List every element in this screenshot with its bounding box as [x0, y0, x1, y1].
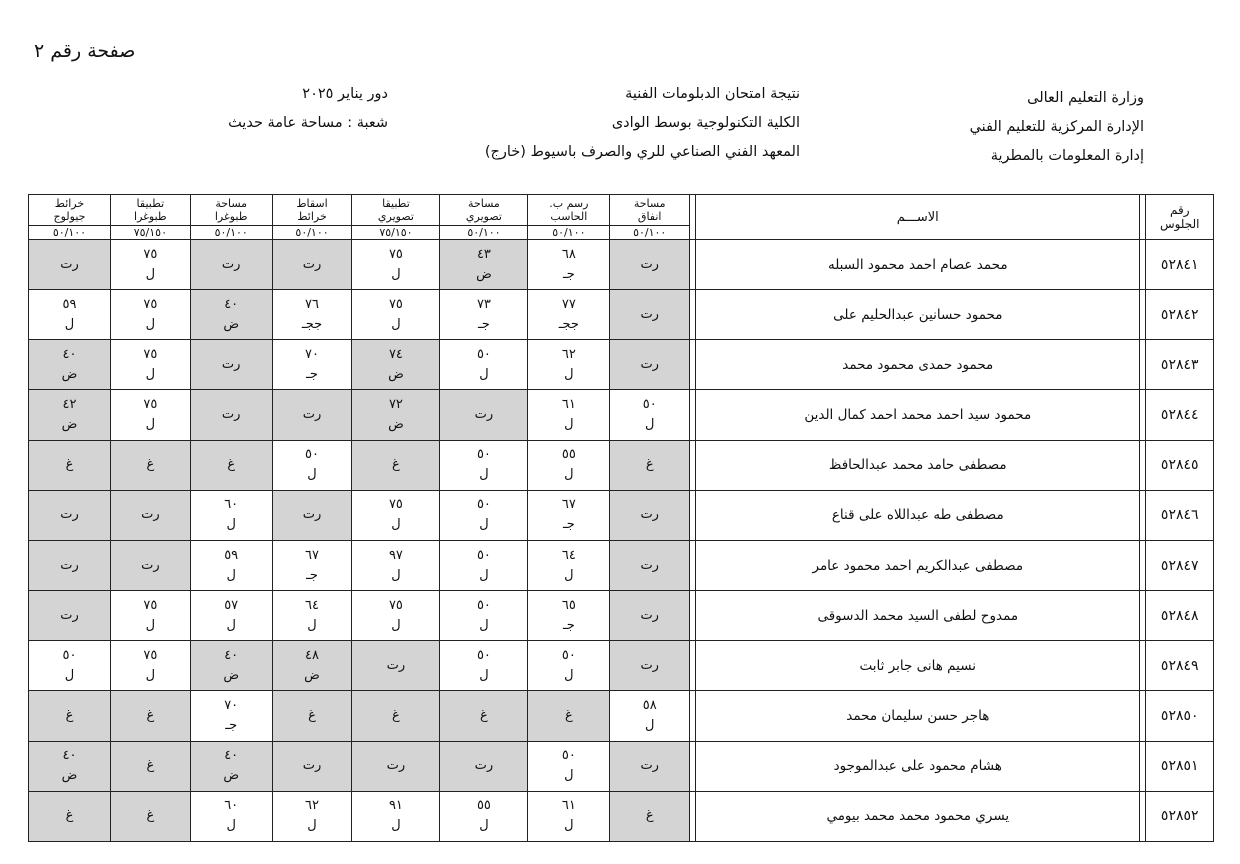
- grade-cell: ٧٥ ل: [352, 290, 440, 340]
- page-number: صفحة رقم ٢: [34, 40, 136, 62]
- grade-cell: رت: [272, 741, 352, 791]
- subject-max-marks: ٥٠/١٠٠: [610, 226, 690, 240]
- grade-cell: ٤٠ ض: [190, 290, 272, 340]
- grade-cell: غ: [110, 691, 190, 741]
- grade-cell: ٧٦ ججـ: [272, 290, 352, 340]
- subject-header: مساحة انفاق: [610, 195, 690, 226]
- student-row: [29, 741, 1214, 791]
- column-gap: [690, 691, 696, 741]
- grade-cell: غ: [110, 440, 190, 490]
- seat-number: ٥٢٨٥٠: [1146, 691, 1214, 741]
- central-admin-line: الإدارة المركزية للتعليم الفني: [969, 119, 1144, 135]
- grade-cell: ٤٠ ض: [29, 741, 111, 791]
- grade-cell: غ: [110, 791, 190, 841]
- subject-max-marks: ٧٥/١٥٠: [110, 226, 190, 240]
- subject-max-marks: ٥٠/١٠٠: [528, 226, 610, 240]
- subject-header: رسم ب. الحاسب: [528, 195, 610, 226]
- student-row: [29, 490, 1214, 540]
- column-gap: [1140, 641, 1146, 691]
- results-table: [28, 194, 1214, 842]
- grade-cell: غ: [440, 691, 528, 741]
- student-name: محمود سيد احمد محمد احمد كمال الدين: [696, 390, 1140, 440]
- grade-cell: رت: [610, 240, 690, 290]
- subject-max-marks: ٥٠/١٠٠: [272, 226, 352, 240]
- student-row: [29, 591, 1214, 641]
- seat-number: ٥٢٨٥٢: [1146, 791, 1214, 841]
- seat-number: ٥٢٨٤٢: [1146, 290, 1214, 340]
- column-gap: [690, 741, 696, 791]
- seat-number: ٥٢٨٤٩: [1146, 641, 1214, 691]
- grade-cell: ٧٥ ل: [352, 240, 440, 290]
- exam-session: دور يناير ٢٠٢٥: [302, 86, 388, 102]
- grade-cell: ٥٠ ل: [440, 340, 528, 390]
- grade-cell: رت: [610, 540, 690, 590]
- column-gap: [690, 490, 696, 540]
- grade-cell: ٦٤ ل: [272, 591, 352, 641]
- grade-cell: ٧٥ ل: [110, 290, 190, 340]
- grade-cell: ٦٨ جـ: [528, 240, 610, 290]
- student-row: [29, 540, 1214, 590]
- student-name: محمد عصام احمد محمود السبله: [696, 240, 1140, 290]
- grade-cell: غ: [190, 440, 272, 490]
- grade-cell: ٥٠ ل: [440, 591, 528, 641]
- subject-header: خرائط جيولوج: [29, 195, 111, 226]
- grade-cell: غ: [110, 741, 190, 791]
- seat-number: ٥٢٨٤١: [1146, 240, 1214, 290]
- name-header: الاســـم: [696, 195, 1140, 240]
- grade-cell: ٧٥ ل: [110, 641, 190, 691]
- grade-cell: غ: [528, 691, 610, 741]
- student-row: [29, 390, 1214, 440]
- column-gap: [1140, 540, 1146, 590]
- grade-cell: ٥٩ ل: [190, 540, 272, 590]
- grade-cell: غ: [610, 440, 690, 490]
- column-gap: [690, 390, 696, 440]
- grade-cell: رت: [440, 390, 528, 440]
- grade-cell: غ: [352, 440, 440, 490]
- grade-cell: رت: [190, 390, 272, 440]
- grade-cell: غ: [272, 691, 352, 741]
- exam-header: [485, 80, 800, 167]
- column-gap: [1140, 591, 1146, 641]
- grade-cell: رت: [29, 240, 111, 290]
- student-row: [29, 290, 1214, 340]
- column-gap: [690, 195, 696, 240]
- grade-cell: ٥٠ ل: [440, 540, 528, 590]
- column-gap: [690, 540, 696, 590]
- grade-cell: غ: [29, 791, 111, 841]
- header-row: [29, 195, 1214, 226]
- subject-header: مساحة تصويري: [440, 195, 528, 226]
- grade-cell: ٦٢ ل: [272, 791, 352, 841]
- column-gap: [1140, 390, 1146, 440]
- grade-cell: ٧٣ جـ: [440, 290, 528, 340]
- subject-header: تطبيقا طبوغرا: [110, 195, 190, 226]
- grade-cell: ٧٠ جـ: [272, 340, 352, 390]
- grade-cell: رت: [272, 390, 352, 440]
- student-row: [29, 240, 1214, 290]
- column-gap: [690, 440, 696, 490]
- grade-cell: رت: [29, 591, 111, 641]
- seat-number: ٥٢٨٤٤: [1146, 390, 1214, 440]
- grade-cell: رت: [272, 490, 352, 540]
- grade-cell: رت: [610, 490, 690, 540]
- subject-max-marks: ٥٠/١٠٠: [190, 226, 272, 240]
- column-gap: [690, 791, 696, 841]
- grade-cell: ٥٠ ل: [528, 741, 610, 791]
- college-name: الكلية التكنولوجية بوسط الوادى: [611, 115, 800, 131]
- grade-cell: ٧٤ ض: [352, 340, 440, 390]
- column-gap: [1140, 741, 1146, 791]
- seat-number: ٥٢٨٥١: [1146, 741, 1214, 791]
- grade-cell: ٤٨ ض: [272, 641, 352, 691]
- grade-cell: ٥٠ ل: [440, 641, 528, 691]
- grade-cell: رت: [610, 641, 690, 691]
- student-name: هاجر حسن سليمان محمد: [696, 691, 1140, 741]
- student-row: [29, 691, 1214, 741]
- seat-number: ٥٢٨٤٦: [1146, 490, 1214, 540]
- grade-cell: ٥٥ ل: [440, 791, 528, 841]
- student-name: مصطفى طه عبداللاه على قناع: [696, 490, 1140, 540]
- info-admin-line: إدارة المعلومات بالمطرية: [990, 148, 1144, 164]
- grade-cell: ٥٧ ل: [190, 591, 272, 641]
- grade-cell: رت: [610, 591, 690, 641]
- column-gap: [1140, 691, 1146, 741]
- column-gap: [690, 240, 696, 290]
- grade-cell: رت: [610, 290, 690, 340]
- grade-cell: ٥٠ ل: [610, 390, 690, 440]
- institute-name: المعهد الفني الصناعي للري والصرف باسيوط (خارج): [484, 144, 800, 160]
- student-name: نسيم هانى جابر ثابت: [696, 641, 1140, 691]
- grade-cell: ٦٥ جـ: [528, 591, 610, 641]
- grade-cell: ٧٥ ل: [110, 340, 190, 390]
- grade-cell: رت: [110, 490, 190, 540]
- grade-cell: ٥٠ ل: [440, 490, 528, 540]
- exam-title: نتيجة امتحان الدبلومات الفنية: [625, 86, 800, 102]
- grade-cell: ٥٥ ل: [528, 440, 610, 490]
- grade-cell: ٩٧ ل: [352, 540, 440, 590]
- grade-cell: رت: [610, 741, 690, 791]
- grade-cell: رت: [190, 240, 272, 290]
- subject-header: اسقاط خرائط: [272, 195, 352, 226]
- column-gap: [1140, 490, 1146, 540]
- grade-cell: رت: [190, 340, 272, 390]
- session-header: [228, 80, 388, 138]
- division-name: شعبة : مساحة عامة حديث: [228, 115, 388, 131]
- student-name: هشام محمود على عبدالموجود: [696, 741, 1140, 791]
- student-name: مصطفى حامد محمد عبدالحافظ: [696, 440, 1140, 490]
- grade-cell: ٥٠ ل: [528, 641, 610, 691]
- column-gap: [1140, 195, 1146, 240]
- grade-cell: ٥٠ ل: [272, 440, 352, 490]
- grade-cell: ٧٢ ض: [352, 390, 440, 440]
- student-row: [29, 440, 1214, 490]
- grade-cell: ٤٠ ض: [190, 741, 272, 791]
- grade-cell: ٦١ ل: [528, 390, 610, 440]
- grade-cell: ٧٥ ل: [352, 591, 440, 641]
- grade-cell: رت: [110, 540, 190, 590]
- student-name: محمود حمدى محمود محمد: [696, 340, 1140, 390]
- ministry-header: [970, 84, 1144, 171]
- grade-cell: ٧٥ ل: [110, 240, 190, 290]
- student-name: يسري محمود محمد محمد بيومي: [696, 791, 1140, 841]
- grade-cell: رت: [440, 741, 528, 791]
- student-name: مصطفى عبدالكريم احمد محمود عامر: [696, 540, 1140, 590]
- grade-cell: غ: [610, 791, 690, 841]
- grade-cell: ٧٥ ل: [352, 490, 440, 540]
- seat-number-header: رقم الجلوس: [1146, 195, 1214, 240]
- grade-cell: رت: [29, 540, 111, 590]
- grade-cell: رت: [352, 641, 440, 691]
- student-row: [29, 340, 1214, 390]
- subject-max-marks: ٥٠/١٠٠: [29, 226, 111, 240]
- grade-cell: ٦٠ ل: [190, 791, 272, 841]
- grade-cell: ٤٠ ض: [29, 340, 111, 390]
- seat-number: ٥٢٨٤٨: [1146, 591, 1214, 641]
- subject-header: تطبيقا تصويري: [352, 195, 440, 226]
- seat-number: ٥٢٨٤٧: [1146, 540, 1214, 590]
- subject-max-marks: ٥٠/١٠٠: [440, 226, 528, 240]
- student-name: ممدوح لطفى السيد محمد الدسوقى: [696, 591, 1140, 641]
- column-gap: [1140, 340, 1146, 390]
- column-gap: [1140, 440, 1146, 490]
- column-gap: [1140, 791, 1146, 841]
- grade-cell: غ: [29, 440, 111, 490]
- student-row: [29, 641, 1214, 691]
- grade-cell: ٦٢ ل: [528, 340, 610, 390]
- subject-header: مساحة طبوغرا: [190, 195, 272, 226]
- grade-cell: ٥٩ ل: [29, 290, 111, 340]
- seat-number: ٥٢٨٤٣: [1146, 340, 1214, 390]
- grade-cell: ٩١ ل: [352, 791, 440, 841]
- column-gap: [1140, 240, 1146, 290]
- grade-cell: ٧٧ ججـ: [528, 290, 610, 340]
- grade-cell: ٧٥ ل: [110, 390, 190, 440]
- seat-number: ٥٢٨٤٥: [1146, 440, 1214, 490]
- grade-cell: رت: [352, 741, 440, 791]
- grade-cell: ٤٣ ض: [440, 240, 528, 290]
- grade-cell: ٥٨ ل: [610, 691, 690, 741]
- column-gap: [690, 290, 696, 340]
- column-gap: [690, 641, 696, 691]
- column-gap: [690, 340, 696, 390]
- grade-cell: ٤٠ ض: [190, 641, 272, 691]
- grade-cell: ٦٧ جـ: [528, 490, 610, 540]
- column-gap: [690, 591, 696, 641]
- grade-cell: ٦٠ ل: [190, 490, 272, 540]
- grade-cell: ٧٠ جـ: [190, 691, 272, 741]
- grade-cell: ٦٤ ل: [528, 540, 610, 590]
- grade-cell: غ: [352, 691, 440, 741]
- grade-cell: ٥٠ ل: [440, 440, 528, 490]
- ministry-line: وزارة التعليم العالى: [1027, 90, 1144, 106]
- grade-cell: رت: [29, 490, 111, 540]
- student-row: [29, 791, 1214, 841]
- grade-cell: رت: [610, 340, 690, 390]
- column-gap: [1140, 290, 1146, 340]
- subject-max-marks: ٧٥/١٥٠: [352, 226, 440, 240]
- grade-cell: ٥٠ ل: [29, 641, 111, 691]
- student-name: محمود حسانين عبدالحليم على: [696, 290, 1140, 340]
- grade-cell: ٦١ ل: [528, 791, 610, 841]
- grade-cell: ٧٥ ل: [110, 591, 190, 641]
- grade-cell: ٦٧ جـ: [272, 540, 352, 590]
- grade-cell: رت: [272, 240, 352, 290]
- grade-cell: غ: [29, 691, 111, 741]
- grade-cell: ٤٢ ض: [29, 390, 111, 440]
